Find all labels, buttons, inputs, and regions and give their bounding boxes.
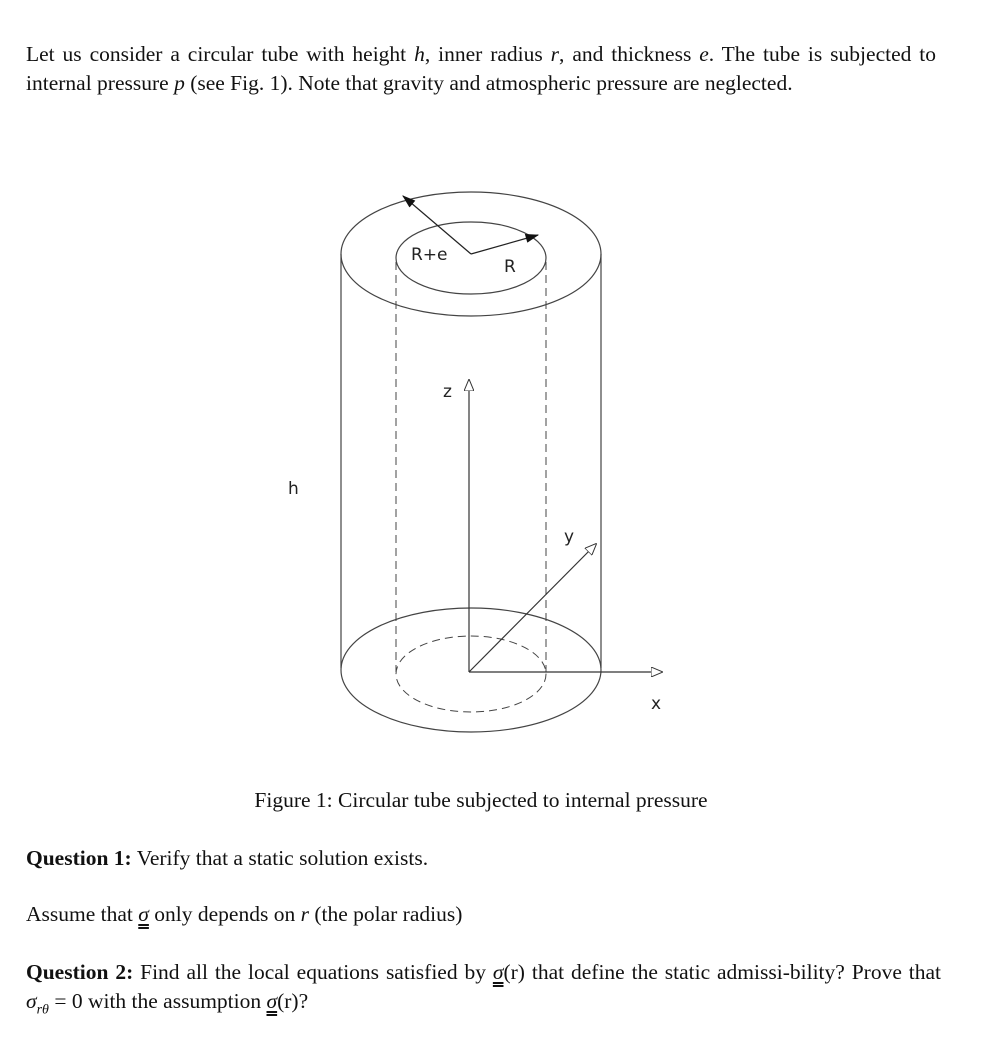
figure-caption: Figure 1: Circular tube subjected to internal pressure: [254, 788, 708, 812]
outer-radius-label: R+e: [411, 245, 448, 265]
h-label: h: [288, 479, 299, 499]
inner-radius-label: R: [504, 257, 516, 277]
question-1: Question 1: Verify that a static solution exists.: [26, 846, 429, 870]
x-label: x: [651, 694, 662, 714]
bottom-inner-ellipse-hidden: [396, 636, 546, 712]
z-label: z: [443, 382, 452, 402]
intro-paragraph: Let us consider a circular tube with height h, inner radius r, and thickness e. The tube is subjected to internal pressure p (see Fig. 1). Note that gravity and atmospheric pressure are neglected.: [26, 42, 937, 95]
assumption-line: Assume that σ only depends on r (the polar radius): [26, 902, 463, 926]
y-label: y: [564, 527, 575, 547]
question-2: Question 2: Find all the local equations satisfied by σ(r) that define the static admissi-bility? Prove that $\sigma_{r\theta} = 0$ with the assumption σ(r)?: [26, 960, 941, 1018]
inner-radius-arrow: [471, 235, 538, 254]
